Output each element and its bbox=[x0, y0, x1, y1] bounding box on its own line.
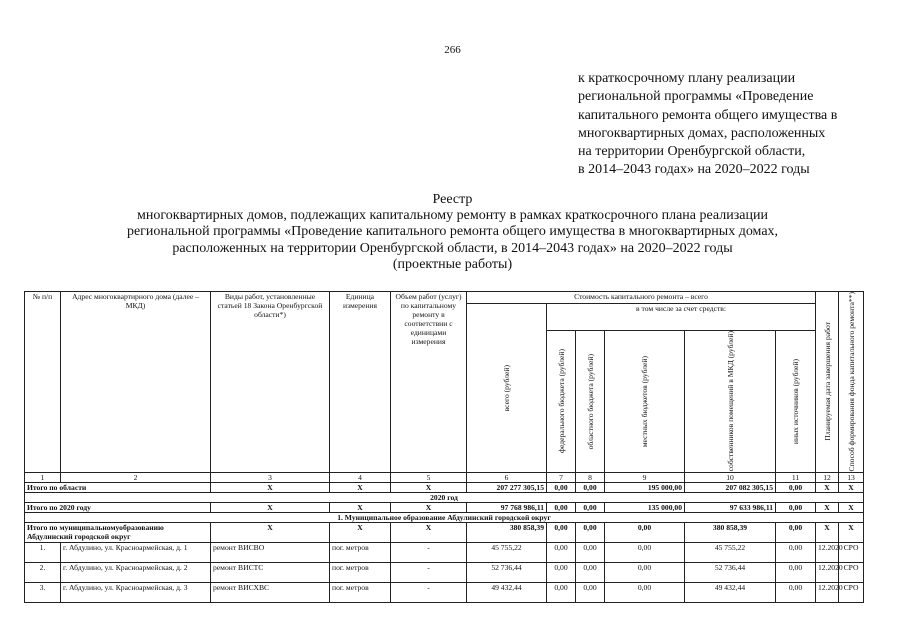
row-unit: пог. метров bbox=[330, 582, 391, 602]
column-number: 11 bbox=[776, 472, 816, 482]
column-numbers-row bbox=[25, 472, 864, 482]
header-address: Адрес многоквартирного дома (далее – МКД) bbox=[61, 292, 211, 473]
total-cell: Х bbox=[330, 482, 391, 492]
total-cell: Х bbox=[839, 502, 864, 512]
row-address: г. Абдулино, ул. Красноармейская, д. 1 bbox=[61, 542, 211, 562]
page-number: 266 bbox=[444, 44, 461, 56]
total-cell: Х bbox=[391, 482, 467, 492]
total-cell: 0,00 bbox=[547, 502, 576, 512]
row-date: 12.2020 bbox=[816, 542, 839, 562]
total-cell: 0,00 bbox=[776, 482, 816, 492]
column-number: 7 bbox=[547, 472, 576, 482]
total-cell: Х bbox=[330, 522, 391, 542]
appendix-line: региональной программы «Проведение bbox=[578, 89, 814, 105]
column-number: 6 bbox=[467, 472, 547, 482]
column-number: 2 bbox=[61, 472, 211, 482]
column-number: 5 bbox=[391, 472, 467, 482]
header-cost-group: Стоимость капитального ремонта – всего bbox=[467, 292, 816, 304]
row-unit: пог. метров bbox=[330, 542, 391, 562]
row-works: ремонт ВИСТС bbox=[211, 562, 330, 582]
total-cell: 0,00 bbox=[547, 522, 576, 542]
row-total: 52 736,44 bbox=[467, 562, 547, 582]
column-number: 1 bbox=[25, 472, 61, 482]
header-fund: Способ формирования фонда капитального ремонта**) bbox=[839, 292, 864, 473]
registry-table bbox=[24, 291, 864, 603]
row-num: 2. bbox=[25, 562, 61, 582]
total-cell: 195 000,00 bbox=[605, 482, 685, 492]
appendix-reference bbox=[578, 70, 837, 180]
appendix-line: к краткосрочному плану реализации bbox=[578, 71, 796, 86]
row-fund: СРО bbox=[839, 582, 864, 602]
title-line: расположенных на территории Оренбургской области, в 2014–2043 годах» на 2020–2022 годы bbox=[172, 240, 733, 256]
year-total-label: Итого по 2020 году bbox=[25, 502, 211, 512]
row-other: 0,00 bbox=[776, 582, 816, 602]
row-regional: 0,00 bbox=[576, 562, 605, 582]
row-owners: 49 432,44 bbox=[685, 582, 776, 602]
row-local: 0,00 bbox=[605, 562, 685, 582]
total-cell: 0,00 bbox=[576, 482, 605, 492]
row-date: 12.2020 bbox=[816, 562, 839, 582]
row-owners: 45 755,22 bbox=[685, 542, 776, 562]
row-other: 0,00 bbox=[776, 542, 816, 562]
title-line: (проектные работы) bbox=[392, 256, 513, 272]
document-title bbox=[0, 192, 905, 273]
total-cell: 135 000,00 bbox=[605, 502, 685, 512]
header-including: в том числе за счет средств: bbox=[547, 304, 816, 331]
total-cell: 380 858,39 bbox=[467, 522, 547, 542]
header-owners: собственников помещений в МКД (рублей) bbox=[685, 331, 776, 472]
row-federal: 0,00 bbox=[547, 582, 576, 602]
total-cell: Х bbox=[391, 502, 467, 512]
row-local: 0,00 bbox=[605, 582, 685, 602]
appendix-line: на территории Оренбургской области, bbox=[578, 144, 806, 160]
header-num: № п/п bbox=[25, 292, 61, 473]
total-cell: 0,00 bbox=[605, 522, 685, 542]
column-number: 4 bbox=[330, 472, 391, 482]
column-number: 8 bbox=[576, 472, 605, 482]
total-cell: 207 277 305,15 bbox=[467, 482, 547, 492]
appendix-line: в 2014–2043 годах» на 2020–2022 годы bbox=[578, 162, 810, 178]
total-cell: Х bbox=[839, 482, 864, 492]
header-total: всего (рублей) bbox=[467, 304, 547, 473]
header-unit: Единица измерения bbox=[330, 292, 391, 473]
row-volume: - bbox=[391, 582, 467, 602]
total-cell: Х bbox=[816, 482, 839, 492]
total-cell: Х bbox=[211, 482, 330, 492]
municipality-total-row bbox=[25, 522, 864, 542]
row-unit: пог. метров bbox=[330, 562, 391, 582]
total-cell: 0,00 bbox=[547, 482, 576, 492]
row-local: 0,00 bbox=[605, 542, 685, 562]
year-section-heading: 2020 год bbox=[25, 492, 864, 502]
row-owners: 52 736,44 bbox=[685, 562, 776, 582]
column-number: 12 bbox=[816, 472, 839, 482]
row-volume: - bbox=[391, 562, 467, 582]
appendix-line: многоквартирных домах, расположенных bbox=[578, 125, 826, 141]
total-cell: Х bbox=[211, 522, 330, 542]
appendix-line: капитального ремонта общего имущества в bbox=[578, 107, 838, 123]
header-date: Планируемая дата завершения работ bbox=[816, 292, 839, 473]
row-fund: СРО bbox=[839, 562, 864, 582]
column-number: 9 bbox=[605, 472, 685, 482]
total-cell: 97 768 986,11 bbox=[467, 502, 547, 512]
row-works: ремонт ВИСВО bbox=[211, 542, 330, 562]
year-total-row bbox=[25, 502, 864, 512]
total-cell: 0,00 bbox=[576, 502, 605, 512]
row-federal: 0,00 bbox=[547, 542, 576, 562]
table-row bbox=[25, 562, 864, 582]
row-regional: 0,00 bbox=[576, 542, 605, 562]
column-number: 13 bbox=[839, 472, 864, 482]
row-date: 12.2020 bbox=[816, 582, 839, 602]
total-cell: 0,00 bbox=[776, 522, 816, 542]
column-number: 10 bbox=[685, 472, 776, 482]
total-cell: Х bbox=[211, 502, 330, 512]
row-total: 49 432,44 bbox=[467, 582, 547, 602]
municipality-section-heading: 1. Муниципальное образование Абдулинский городской округ bbox=[25, 512, 864, 522]
row-address: г. Абдулино, ул. Красноармейская, д. 2 bbox=[61, 562, 211, 582]
row-federal: 0,00 bbox=[547, 562, 576, 582]
header-local: местных бюджетов (рублей) bbox=[605, 331, 685, 472]
header-works: Виды работ, установленные статьей 18 Закона Оренбургской области*) bbox=[211, 292, 330, 473]
header-other: иных источников (рублей) bbox=[776, 331, 816, 472]
row-fund: СРО bbox=[839, 542, 864, 562]
total-cell: Х bbox=[816, 522, 839, 542]
header-volume: Объем работ (услуг) по капитальному ремонту в соответствии с единицами измерения bbox=[391, 292, 467, 473]
total-cell: Х bbox=[839, 522, 864, 542]
row-num: 3. bbox=[25, 582, 61, 602]
column-number: 3 bbox=[211, 472, 330, 482]
total-cell: 207 082 305,15 bbox=[685, 482, 776, 492]
municipality-total-label: Итого по муниципальномуобразованию Абдулинский городской округ bbox=[25, 522, 211, 542]
total-cell: 380 858,39 bbox=[685, 522, 776, 542]
row-total: 45 755,22 bbox=[467, 542, 547, 562]
title-line: региональной программы «Проведение капитального ремонта общего имущества в многоквартирных домах, bbox=[126, 224, 779, 240]
row-other: 0,00 bbox=[776, 562, 816, 582]
header-federal: федерального бюджета (рублей) bbox=[547, 331, 576, 472]
header-regional: областного бюджета (рублей) bbox=[576, 331, 605, 472]
title-line: Реестр bbox=[432, 192, 473, 207]
total-cell: Х bbox=[330, 502, 391, 512]
region-total-label: Итого по области bbox=[25, 482, 211, 492]
total-cell: Х bbox=[816, 502, 839, 512]
total-cell: Х bbox=[391, 522, 467, 542]
row-address: г. Абдулино, ул. Красноармейская, д. 3 bbox=[61, 582, 211, 602]
title-line: многоквартирных домов, подлежащих капитальному ремонту в рамках краткосрочного плана реализации bbox=[137, 208, 768, 224]
table-row bbox=[25, 582, 864, 602]
region-total-row bbox=[25, 482, 864, 492]
row-num: 1. bbox=[25, 542, 61, 562]
row-regional: 0,00 bbox=[576, 582, 605, 602]
total-cell: 0,00 bbox=[776, 502, 816, 512]
total-cell: 97 633 986,11 bbox=[685, 502, 776, 512]
row-volume: - bbox=[391, 542, 467, 562]
row-works: ремонт ВИСХВС bbox=[211, 582, 330, 602]
total-cell: 0,00 bbox=[576, 522, 605, 542]
table-row bbox=[25, 542, 864, 562]
